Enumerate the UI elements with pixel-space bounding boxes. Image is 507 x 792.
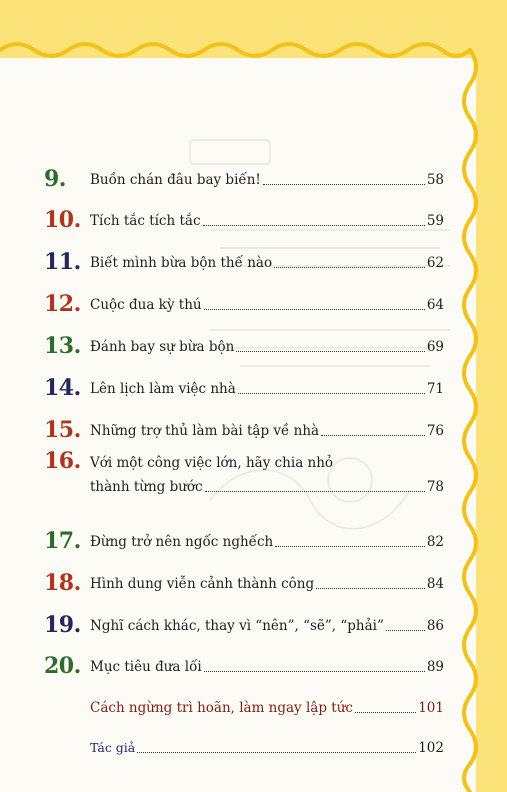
chapter-number: 15. (44, 417, 81, 443)
chapter-title-line-2: thành từng bước (90, 479, 203, 495)
chapter-title: Đánh bay sự bừa bộn (90, 339, 235, 355)
toc-entry[interactable] (44, 158, 444, 192)
dot-leader (275, 546, 425, 547)
toc-entry[interactable] (44, 325, 444, 359)
chapter-number: 13. (44, 333, 81, 359)
chapter-number: 19. (44, 612, 81, 638)
toc-entry-extra[interactable] (44, 726, 444, 760)
page-number: 76 (426, 423, 444, 439)
toc-entry-extra[interactable] (44, 686, 444, 720)
chapter-number: 10. (44, 207, 81, 233)
page-number: 84 (426, 576, 444, 592)
toc-entry[interactable] (44, 645, 444, 679)
dot-leader (386, 630, 425, 631)
toc-entry[interactable] (44, 283, 444, 317)
page-number: 101 (418, 700, 444, 716)
chapter-title: Nghĩ cách khác, thay vì “nên”, “sẽ”, “phải” (90, 618, 384, 634)
chapter-number: 18. (44, 570, 81, 596)
page-number: 82 (426, 534, 444, 550)
chapter-title: Đừng trở nên ngốc nghếch (90, 534, 274, 550)
chapter-title: Hình dung viễn cảnh thành công (90, 576, 315, 592)
chapter-number: 12. (44, 291, 81, 317)
section-title: Cách ngừng trì hoãn, làm ngay lập tức (90, 700, 353, 716)
chapter-number: 14. (44, 375, 81, 401)
dot-leader (204, 671, 425, 672)
chapter-title-line-1: Với một công việc lớn, hãy chia nhỏ (90, 455, 334, 471)
dot-leader (137, 752, 416, 753)
chapter-number: 17. (44, 528, 81, 554)
dot-leader (355, 712, 416, 713)
dot-leader (263, 184, 425, 185)
toc-entry[interactable] (44, 241, 444, 275)
page-number: 58 (426, 172, 444, 188)
toc-entry[interactable] (44, 604, 444, 638)
page-number: 59 (426, 213, 444, 229)
page-number: 69 (426, 339, 444, 355)
dot-leader (204, 309, 425, 310)
dot-leader (236, 351, 425, 352)
chapter-number: 20. (44, 653, 81, 679)
chapter-number: 9. (44, 166, 66, 192)
toc-entry[interactable] (44, 448, 444, 508)
chapter-title: Lên lịch làm việc nhà (90, 381, 236, 397)
dot-leader (321, 435, 425, 436)
page-number: 89 (426, 659, 444, 675)
chapter-title: Những trợ thủ làm bài tập về nhà (90, 423, 320, 439)
page-number: 102 (418, 740, 444, 756)
dot-leader (205, 491, 425, 492)
chapter-title: Mục tiêu đưa lối (90, 659, 202, 675)
page-number: 78 (426, 479, 444, 495)
chapter-title: Cuộc đua kỳ thú (90, 297, 202, 313)
chapter-number: 16. (44, 448, 81, 474)
yellow-border-top (0, 0, 507, 62)
chapter-title: Biết mình bừa bộn thế nào (90, 255, 273, 271)
dot-leader (203, 225, 425, 226)
chapter-title: Buồn chán đâu bay biến! (90, 172, 261, 188)
toc-entry[interactable] (44, 562, 444, 596)
dot-leader (238, 393, 425, 394)
page-number: 71 (426, 381, 444, 397)
dot-leader (316, 588, 425, 589)
toc-entry[interactable] (44, 409, 444, 443)
chapter-title: Tích tắc tích tắc (90, 213, 201, 229)
section-title: Tác giả (90, 740, 136, 755)
toc-entry[interactable] (44, 520, 444, 554)
page-number: 62 (426, 255, 444, 271)
toc-entry[interactable] (44, 199, 444, 233)
page-number: 86 (426, 618, 444, 634)
toc-entry[interactable] (44, 367, 444, 401)
page-number: 64 (426, 297, 444, 313)
dot-leader (274, 267, 425, 268)
chapter-number: 11. (44, 249, 81, 275)
